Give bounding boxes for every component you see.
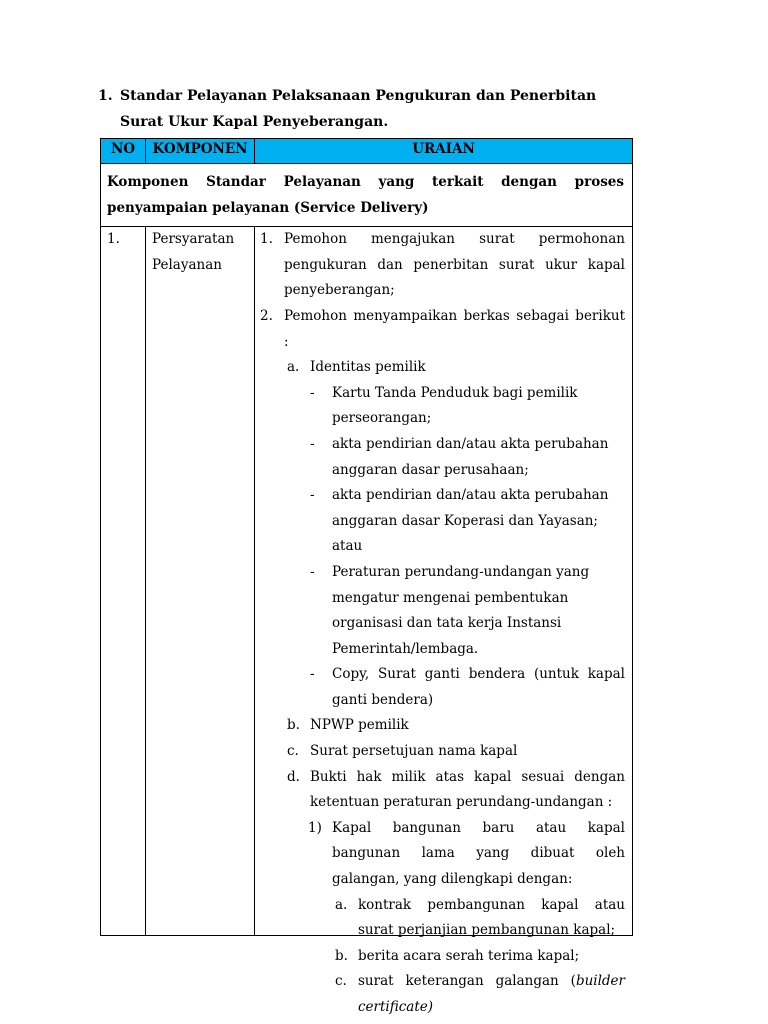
- list-item: [260, 227, 625, 304]
- list-marker: b.: [335, 947, 348, 964]
- list-text: Copy, Surat ganti bendera (untuk kapal ganti bendera): [332, 666, 625, 708]
- list-marker: -: [310, 563, 315, 580]
- list-item: [260, 765, 625, 816]
- page-heading: [98, 84, 638, 135]
- list-marker: -: [310, 435, 315, 452]
- row-number: 1.: [107, 231, 120, 248]
- list-text: Kapal bangunan baru atau kapal bangunan lama yang dibuat oleh galangan, yang dilengkapi dengan:: [332, 819, 625, 888]
- list-item: [260, 969, 625, 1020]
- list-item: [260, 816, 625, 893]
- list-item: [260, 304, 625, 355]
- header-no: NO: [101, 139, 146, 164]
- list-item: [260, 432, 625, 483]
- list-marker: 2.: [260, 307, 273, 324]
- list-text: Pemohon menyampaikan berkas sebagai berikut :: [284, 307, 625, 350]
- list-item: [260, 662, 625, 713]
- list-marker: -: [310, 487, 315, 504]
- list-text: Pemohon mengajukan surat permohonan pengukuran dan penerbitan surat ukur kapal penyeberangan;: [284, 231, 625, 299]
- list-text-italic: builder certificate): [358, 973, 625, 1015]
- list-text: akta pendirian dan/atau akta perubahan anggaran dasar perusahaan;: [332, 435, 609, 478]
- list-item: [260, 739, 625, 765]
- list-marker: c.: [335, 973, 347, 990]
- table-row: [101, 227, 633, 936]
- list-item: [260, 560, 625, 662]
- list-marker: 1.: [260, 231, 273, 248]
- list-marker: a.: [335, 896, 348, 913]
- header-komponen: KOMPONEN: [146, 139, 255, 164]
- list-text: kontrak pembangunan kapal atau surat perjanjian pembangunan kapal;: [358, 896, 625, 939]
- list-text: Surat persetujuan nama kapal: [310, 743, 518, 760]
- list-marker: b.: [287, 717, 300, 734]
- list-item: [260, 483, 625, 560]
- header-uraian: URAIAN: [255, 139, 633, 164]
- list-text: akta pendirian dan/atau akta perubahan anggaran dasar Koperasi dan Yayasan; atau: [332, 487, 609, 555]
- list-text: NPWP pemilik: [310, 717, 409, 734]
- list-marker: c.: [287, 743, 299, 760]
- list-item: [260, 381, 625, 432]
- list-item: [260, 893, 625, 944]
- list-item: [260, 713, 625, 739]
- list-text: surat keterangan galangan (: [358, 973, 576, 990]
- list-marker: a.: [287, 359, 300, 376]
- section-title: Komponen Standar Pelayanan yang terkait dengan proses penyampaian pelayanan (Service Delivery): [101, 164, 633, 227]
- list-text: Bukti hak milik atas kapal sesuai dengan ketentuan peraturan perundang-undangan :: [310, 768, 625, 811]
- section-row: [101, 164, 633, 227]
- list-marker: -: [310, 666, 315, 683]
- row-uraian: [255, 227, 632, 1015]
- table-header-row: [101, 139, 633, 164]
- list-text: berita acara serah terima kapal;: [358, 947, 580, 964]
- row-komponen: Persyaratan Pelayanan: [152, 231, 235, 273]
- list-item: [260, 355, 625, 381]
- heading-number: 1.: [98, 88, 113, 104]
- list-text: Peraturan perundang-undangan yang mengatur mengenai pembentukan organisasi dan tata kerja Instansi Pemerintah/lembaga.: [332, 563, 590, 657]
- list-marker: d.: [287, 768, 300, 785]
- list-item: [260, 944, 625, 970]
- list-text: Kartu Tanda Penduduk bagi pemilik perseorangan;: [332, 384, 578, 427]
- list-marker: -: [310, 384, 315, 401]
- list-text: Identitas pemilik: [310, 359, 426, 376]
- list-marker: 1): [308, 819, 322, 836]
- service-standard-table: [100, 138, 633, 1015]
- heading-title: Standar Pelayanan Pelaksanaan Pengukuran dan Penerbitan Surat Ukur Kapal Penyeberangan.: [120, 88, 597, 130]
